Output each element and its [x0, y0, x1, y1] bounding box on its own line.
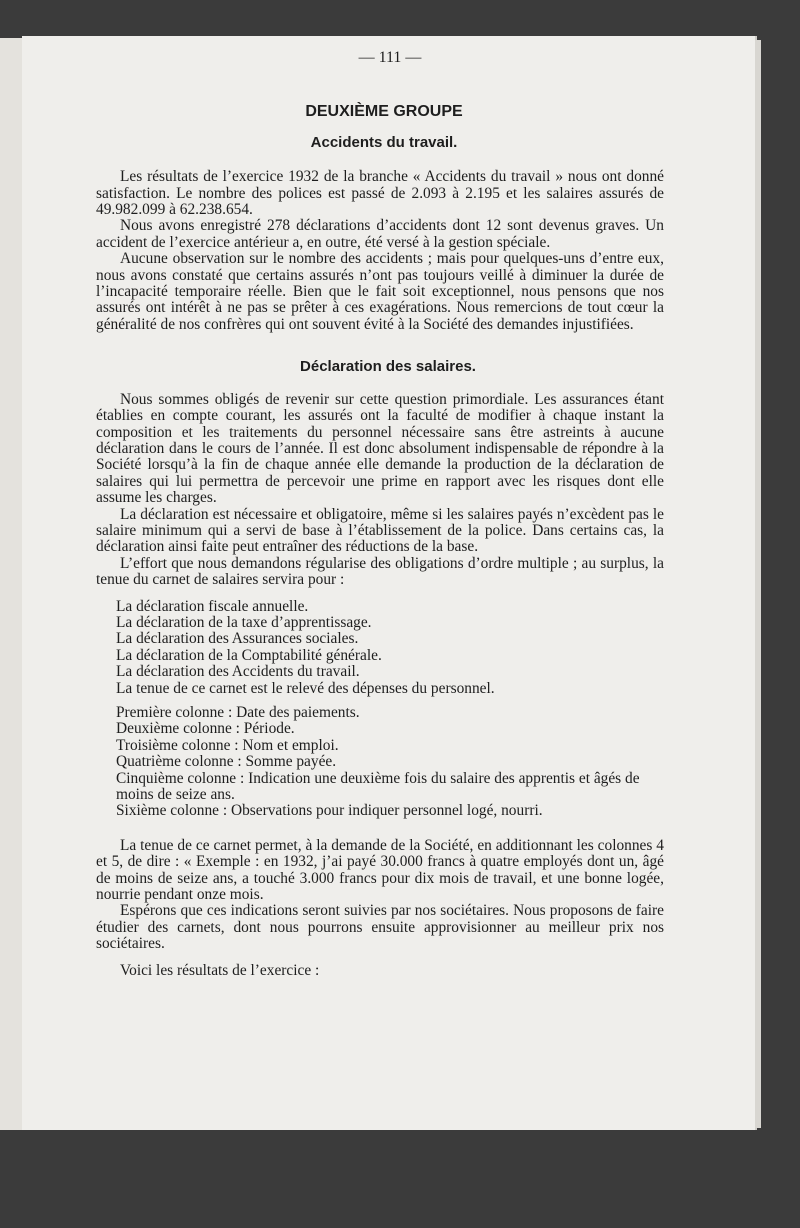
list-item: La déclaration de la Comptabilité générale. [116, 646, 382, 664]
page-edge-shadow [755, 40, 761, 1128]
declarations-list [116, 599, 664, 697]
list-item: Deuxième colonne : Période. [116, 720, 295, 738]
page-content [96, 50, 664, 979]
list-item: Première colonne : Date des paiements. [116, 704, 360, 721]
columns-list [116, 705, 664, 820]
group-title: DEUXIÈME GROUPE [305, 103, 463, 121]
page-number: — 111 — [358, 49, 422, 66]
paragraph: Nous avons enregistré 278 déclarations d’accidents dont 12 sont devenus graves. Un accident de l’exercice antérieur a, en outre, été versé à la gestion spéciale. [96, 217, 664, 251]
list-item: La déclaration de la taxe d’apprentissage. [116, 613, 372, 631]
list-item: Quatrième colonne : Somme payée. [116, 753, 337, 771]
paragraph: L’effort que nous demandons régularise des obligations d’ordre multiple ; au surplus, la tenue du carnet de salaires servira pour : [96, 554, 664, 589]
paragraph: Aucune observation sur le nombre des accidents ; mais pour quelques-uns d’entre eux, nous avons constaté que certains assurés n’ont pas toujours veillé à diminuer la durée de l’incapacité temporaire réelle. Bien que le fait soit exceptionnel, nous pensons que nos assurés ont intérêt à ne pas se prêter à ces exagérations. Nous remercions de tout cœur la généralité de nos confrères qui ont souvent évité à la Société des demandes injustifiées. [96, 250, 664, 333]
list-item: Cinquième colonne : Indication une deuxième fois du salaire des apprentis et âgés de moins de seize ans. [116, 769, 640, 804]
paragraph: Les résultats de l’exercice 1932 de la branche « Accidents du travail » nous ont donné satisfaction. Le nombre des polices est passé de 2.093 à 2.195 et les salaires assurés de 49.982.099 à 62.238.654. [96, 168, 664, 219]
paragraph: Espérons que ces indications seront suivies par nos sociétaires. Nous proposons de faire étudier des carnets, dont nous pourrons ensuite approvisionner au meilleur prix nos sociétaires. [96, 902, 664, 953]
list-item: La déclaration des Assurances sociales. [116, 630, 359, 648]
section-title-accidents: Accidents du travail. [310, 133, 458, 151]
list-item: La tenue de ce carnet est le relevé des dépenses du personnel. [116, 679, 495, 697]
list-item: La déclaration des Accidents du travail. [116, 663, 360, 681]
paragraph: La tenue de ce carnet permet, à la demande de la Société, en additionnant les colonnes 4 et 5, de dire : « Exemple : en 1932, j’ai payé 30.000 francs à quatre employés dont un, âgé de moins de seize ans, a touché 3.000 francs pour dix mois de travail, et une bonne logée, nourrie pendant onze mois. [96, 836, 664, 904]
paragraph: Nous sommes obligés de revenir sur cette question primordiale. Les assurances étant établies en compte courant, les assurés ont la faculté de modifier à chaque instant la composition et les traitements du personnel nécessaire sans être astreints à aucune déclaration dans le cours de l’année. Il est donc absolument indispensable de répondre à la Société lorsqu’à la fin de chaque année elle demande la production de la déclaration de salaires qui lui permettra de percevoir une prime en rapport avec les risques dont elle assume les charges. [96, 390, 664, 507]
list-item: Sixième colonne : Observations pour indiquer personnel logé, nourri. [116, 802, 543, 820]
section-title-salaires: Déclaration des salaires. [300, 358, 476, 376]
paragraph: La déclaration est nécessaire et obligatoire, même si les salaires payés n’excèdent pas le salaire minimum qui a servi de base à l’établissement de la police. Dans certains cas, la déclaration ainsi faite peut entraîner des réductions de la base. [96, 505, 664, 556]
list-item: Troisième colonne : Nom et emploi. [116, 736, 339, 754]
paragraph: Voici les résultats de l’exercice : [120, 961, 320, 979]
list-item: La déclaration fiscale annuelle. [116, 597, 309, 615]
